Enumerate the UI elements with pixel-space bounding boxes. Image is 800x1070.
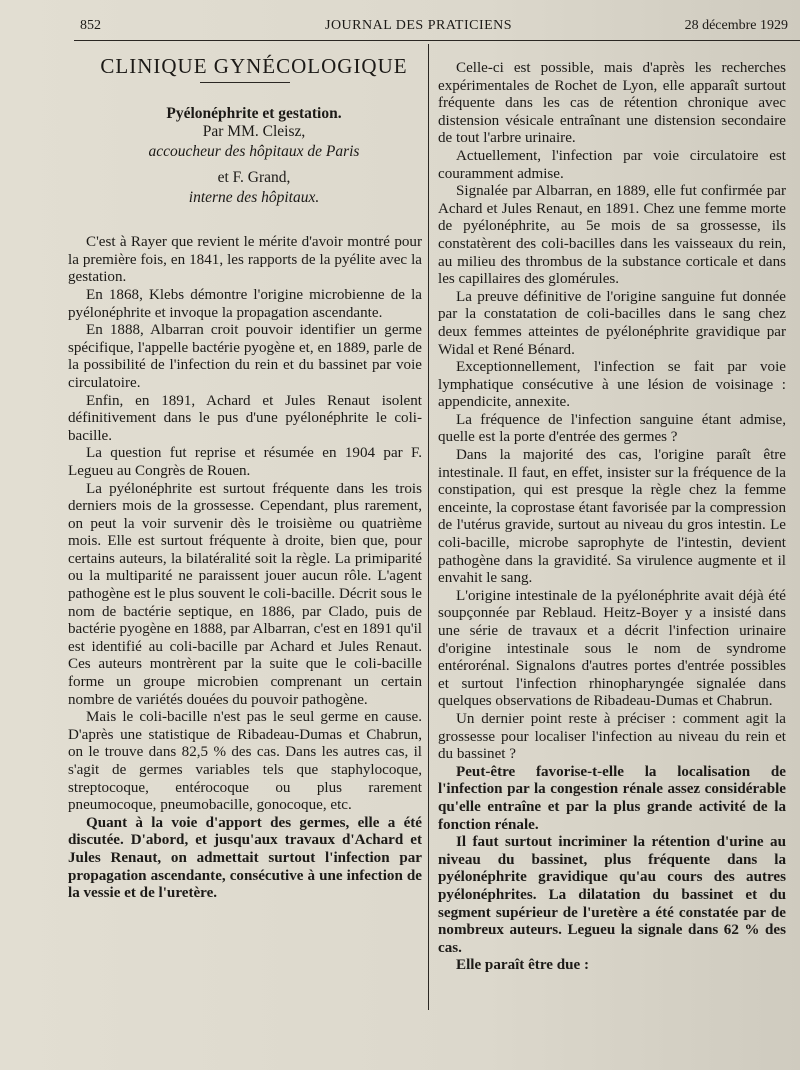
article-title: Pyélonéphrite et gestation. (166, 104, 342, 122)
title-rule (200, 82, 290, 83)
paragraph: Quant à la voie d'apport des germes, elle a été discutée. D'abord, et jusqu'aux travaux d'Achard et Jules Renaut, on admettait surtout l'infection par propagation ascendante, consécutive à une infection de la vessie et de l'uretère. (68, 814, 422, 902)
author-affiliation-1: accoucheur des hôpitaux de Paris (148, 143, 360, 161)
author-affiliation-2: interne des hôpitaux. (188, 189, 320, 207)
paragraph: L'origine intestinale de la pyélonéphrite avait déjà été soupçonnée par Reblaud. Heitz-Boyer y a insisté dans une série de travaux et a décrit l'infection urinaire d'origine intestinale sous le nom de syndrome entérorénal. Signalons d'autres portes d'entrée possibles et surtout l'infection rhinopharyngée signalée dans quelques observations de Ribadeau-Dumas et Chabrun. (438, 587, 786, 710)
page-number: 852 (80, 18, 101, 33)
paragraph: Un dernier point reste à préciser : comment agit la grossesse pour localiser l'infection au niveau du rein et du bassinet ? (438, 710, 786, 763)
section-title: CLINIQUE GYNÉCOLOGIQUE (100, 54, 408, 78)
paragraph: En 1868, Klebs démontre l'origine microbienne de la pyélonéphrite et invoque la propagation ascendante. (68, 286, 422, 321)
paragraph: Celle-ci est possible, mais d'après les recherches expérimentales de Rochet de Lyon, elle apparaît surtout fréquente dans les cas de rétention chronique avec distension vésicale entraînant une distension secondaire de tout l'arbre urinaire. (438, 60, 786, 147)
paragraph: Elle paraît être due : (456, 957, 590, 974)
issue-date: 28 décembre 1929 (684, 18, 788, 33)
paragraph: En 1888, Albarran croit pouvoir identifier un germe spécifique, l'appelle bactérie pyogène et, en 1889, parle de la possibilité de l'infection du rein et du bassinet par voie circulatoire. (68, 322, 422, 391)
paragraph: Actuellement, l'infection par voie circulatoire est couramment admise. (438, 147, 786, 182)
journal-name: JOURNAL DES PRATICIENS (325, 18, 513, 33)
paragraph: Mais le coli-bacille n'est pas le seul germe en cause. D'après une statistique de Ribadeau-Dumas et Chabrun, on le trouve dans 82,5 % des cas. Dans les autres cas, il s'agit de germes variables tels que staphylocoque, streptocoque, entérocoque ou plus rarement pneumocoque, pneumobacille, gonocoque, etc. (68, 709, 422, 814)
paragraph: Peut-être favorise-t-elle la localisation de l'infection par la congestion rénale assez considérable qu'elle entraîne et par la plus grande activité de la fonction rénale. (438, 763, 786, 833)
header-rule (74, 40, 800, 41)
paragraph: Signalée par Albarran, en 1889, elle fut confirmée par Achard et Jules Renaut, en 1891. Chez une femme morte de pyélonéphrite, au 5e mois de sa grossesse, ils constatèrent des coli-bacilles dans les vaisseaux du rein, au milieu des thrombus de la substance corticale et dans les capillaires des glomérules. (438, 183, 786, 288)
author-line-1: Par MM. Cleisz, (202, 123, 306, 141)
column-divider (428, 44, 429, 1010)
paragraph: Exceptionnellement, l'infection se fait par voie lymphatique consécutive à une lésion de voisinage : appendicite, annexite. (438, 359, 786, 411)
paragraph: La question fut reprise et résumée en 1904 par F. Legueu au Congrès de Rouen. (68, 445, 422, 479)
paragraph: Dans la majorité des cas, l'origine paraît être intestinale. Il faut, en effet, insister sur la fréquence de la constipation, qui est presque la règle chez la femme enceinte, la coprostase étant favorisée par la compression de l'utérus gravide, surtout au niveau du gros intestin. Le coli-bacille, microbe saprophyte de l'intestin, devient pathogène dans la gravidité. Sa virulence augmente et il envahit le sang. (438, 447, 786, 587)
running-header (80, 18, 788, 36)
paragraph: La fréquence de l'infection sanguine étant admise, quelle est la porte d'entrée des germes ? (438, 411, 786, 446)
left-column (68, 54, 422, 903)
paragraph: La pyélonéphrite est surtout fréquente dans les trois derniers mois de la grossesse. Cependant, plus rarement, on peut la voir survenir dès le troisième ou quatrième mois. Elle est surtout fréquente à droite, bien que, pour certains auteurs, la bilatéralité soit la règle. La primiparité ou la multiparité ne paraissent jouer aucun rôle. L'agent pathogène est le plus souvent le coli-bacille. Décrit sous le nom de bactérie septique, en 1886, par Clado, puis de bactérie pyogène en 1888, par Albarran, c'est en 1891 qu'il est identifié au coli-bacille par Achard et Jules Renaut. Ces auteurs montrèrent par la suite que le coli-bacille forme un groupe microbien comprenant un certain nombre de variétés douées du pouvoir pathogène. (68, 480, 422, 708)
paragraph: Enfin, en 1891, Achard et Jules Renaut isolent définitivement dans le pus d'une pyélonéphrite le coli-bacille. (68, 392, 422, 444)
paragraph: La preuve définitive de l'origine sanguine fut donnée par la constatation de coli-bacilles dans le sang chez deux femmes atteintes de pyélonéphrite gravidique par Widal et René Bénard. (438, 288, 786, 358)
author-line-2: et F. Grand, (217, 169, 291, 187)
right-column (438, 60, 786, 975)
paragraph: C'est à Rayer que revient le mérite d'avoir montré pour la première fois, en 1841, les rapports de la pyélite avec la gestation. (68, 234, 422, 286)
paragraph: Il faut surtout incriminer la rétention d'urine au niveau du bassinet, plus fréquente dans la pyélonéphrite gravidique qu'au cours des autres pyélonéphrites. La dilatation du bassinet et du segment supérieur de l'uretère a été constatée par de nombreux auteurs. Legueu la signale dans 62 % des cas. (438, 834, 786, 956)
